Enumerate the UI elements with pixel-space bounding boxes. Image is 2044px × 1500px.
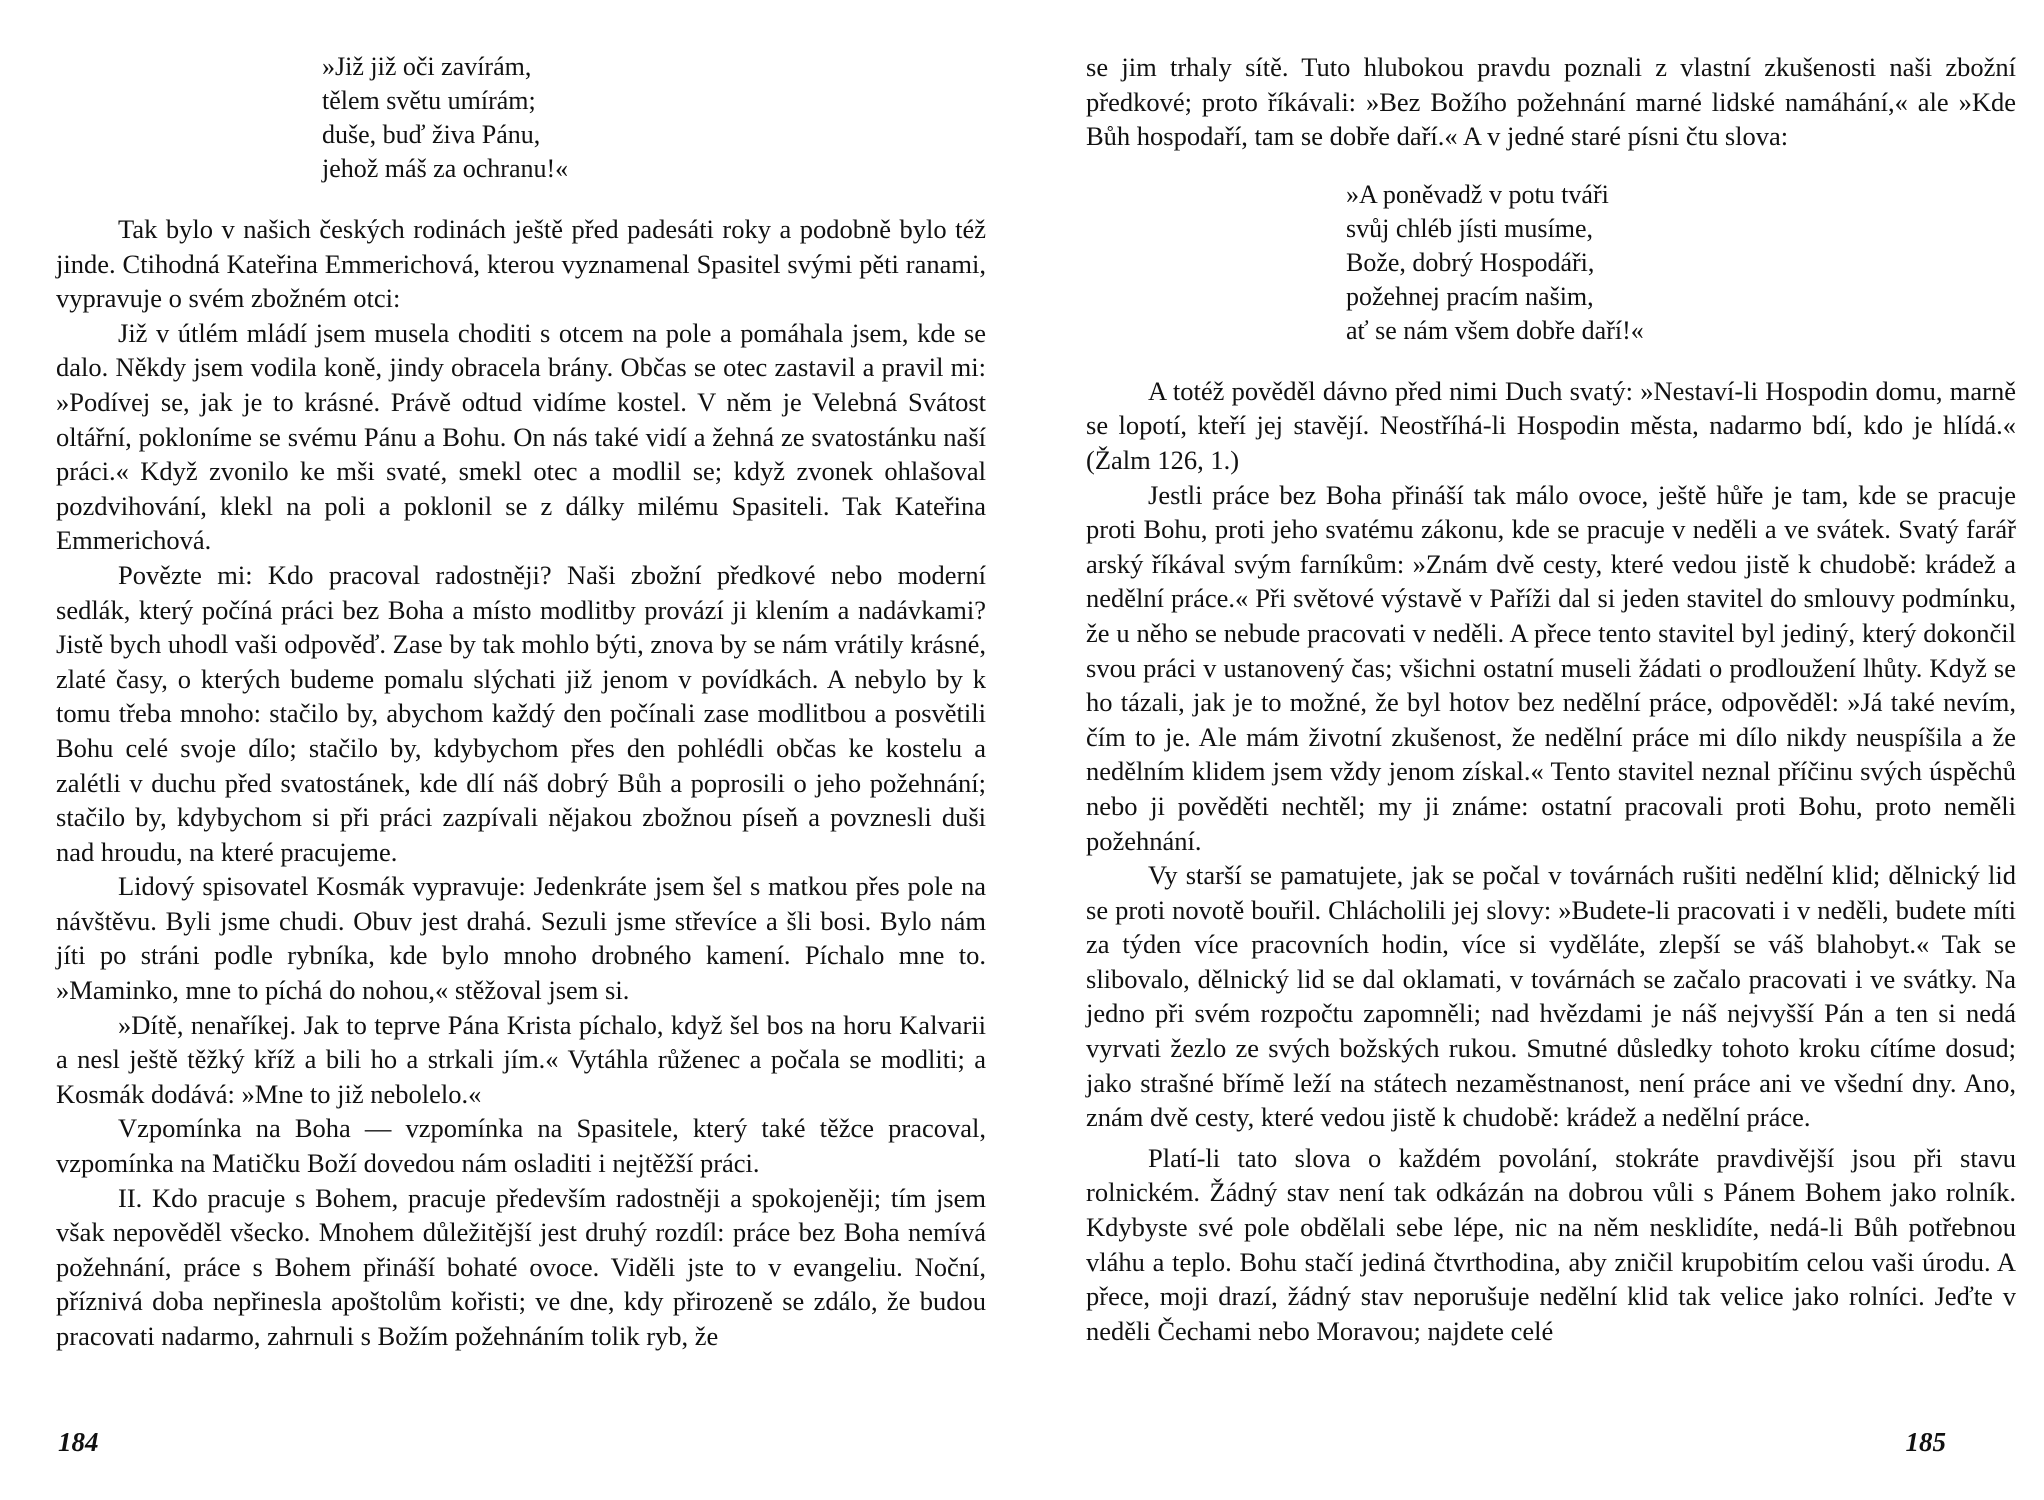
paragraph: II. Kdo pracuje s Bohem, pracuje především radostněji a spokojeněji; tím jsem však nepověděl všecko. Mnohem důležitější jest druhý rozdíl: práce bez Boha nemívá požehnání, práce s Bohem přináší bohaté ovoce. Viděli jste to v evangeliu. Noční, příznivá doba nepřinesla apoštolům kořisti; ve dne, kdy přirozeně se zdálo, že budou pracovati nadarmo, zahrnuli s Božím požehnáním tolik ryb, že [56,1182,986,1351]
paragraph: Již v útlém mládí jsem musela choditi s otcem na pole a pomáhala jsem, kde se dalo. Někdy jsem vodila koně, jindy obracela brány. Občas se otec zastavil a pravil mi: »Podívej se, jak je to krásné. Právě odtud vidíme kostel. V něm je Velebná Svátost oltářní, pokloníme se svému Pánu a Bohu. On nás také vidí a žehná ze svatostánku naší práci.« Když zvonilo ke mši svaté, smekl otec a modlil se; když zvonek ohlašoval pozdvihování, klekl na poli a poklonil se z dálky milému Spasiteli. Tak Kateřina Emmerichová. [56,317,986,556]
poem-line: duše, buď živa Pánu, [322,120,541,149]
paragraph: »Dítě, nenaříkej. Jak to teprve Pána Krista píchalo, když šel bos na horu Kalvarii a nesl ještě těžký kříž a bili ho a strkali jím.« Vytáhla růženec a počala se modliti; a Kosmák dodává: »Mne to již nebolelo.« [56,1009,986,1109]
left-text-column [56,50,986,1354]
poem-line: jehož máš za ochranu!« [322,154,569,183]
poem-line: »A poněvadž v potu tváři [1346,179,1609,209]
right-page [1028,0,2016,1500]
page-number: 185 [1905,1427,1946,1457]
poem-line: svůj chléb jísti musíme, [1346,213,1593,243]
poem-line: tělem světu umírám; [322,86,536,115]
paragraph: Povězte mi: Kdo pracoval radostněji? Naši zbožní předkové nebo moderní sedlák, který počíná práci bez Boha a místo modlitby provází ji klením a nadávkami? Jistě bych uhodl vaši odpověď. Zase by tak mohlo býti, znova by se nám vrátily krásné, zlaté časy, o kterých budeme pomalu slýchati již jenom v povídkách. A nebylo by k tomu třeba mnoho: stačilo by, abychom každý den počínali zase modlitbou a posvětili Bohu celé svoje dílo; stačilo by, kdybychom přes den pohlédli občas ke kostelu a zalétli v duchu před svatostánek, kde dlí náš dobrý Bůh a poprosili o jeho požehnání; stačilo by, kdybychom si při práci zazpívali nějakou zbožnou píseň a povznesli duši nad hroudu, na které pracujeme. [56,559,986,867]
paragraph: Lidový spisovatel Kosmák vypravuje: Jedenkráte jsem šel s matkou přes pole na návštěvu. Byli jsme chudi. Obuv jest drahá. Sezuli jsme střevíce a šli bosi. Bylo nám jíti po stráni podle rybníka, kde bylo mnoho drobného kamení. Píchalo mne to. »Maminko, mne to píchá do nohou,« stěžoval jsem si. [56,871,986,1006]
right-text-column [1086,50,2016,1348]
paragraph: Jestli práce bez Boha přináší tak málo ovoce, ještě hůře je tam, kde se pracuje proti Bohu, proti jeho svatému zákonu, kde se pracuje v neděli a ve svátek. Svatý farář arský říkával svým farníkům: »Znám dvě cesty, které vedou jistě k chudobě: krádež a nedělní práce.« Při světové výstavě v Paříži dal si jeden stavitel do smlouvy podmínku, že u něho se nebude pracovati v neděli. A přece tento stavitel byl jediný, který dokončil svou práci v ustanovený čas; všichni ostatní museli žádati o prodloužení lhůty. Když se ho tázali, jak je to možné, že byl hotov bez nedělní práce, odpověděl: »Já také nevím, čím to je. Ale mám životní zkušenost, že nedělní práce mi dílo nikdy neuspíšila a že nedělním klidem jsem vždy jenom získal.« Tento stavitel neznal příčinu svých úspěchů nebo ji pověděti nechtěl; my ji známe: ostatní pracovali proti Bohu, proto neměli požehnání. [1086,479,2016,856]
paragraph: Vy starší se pamatujete, jak se počal v továrnách rušiti nedělní klid; dělnický lid se proti novotě bouřil. Chlácholili jej slovy: »Budete-li pracovati i v neděli, budete míti za týden více pracovních hodin, více si vyděláte, zlepší se váš blahobyt.« Tak se slibovalo, dělnický lid se dal oklamati, v továrnách se začalo pracovati i ve svátky. Na jedno při svém rozpočtu zapomněli; nad hvězdami je náš nejvyšší Pán a ten si nedá vyrvati žezlo ze svých božských rukou. Smutné důsledky tohoto kroku cítíme dosud; jako strašné břímě leží na státech nezaměstnanost, není práce ani ve všední dny. Ano, znám dvě cesty, které vedou jistě k chudobě: krádež a nedělní práce. [1086,860,2016,1133]
paragraph: Tak bylo v našich českých rodinách ještě před padesáti roky a podobně bylo též jinde. Ctihodná Kateřina Emmerichová, kterou vyznamenal Spasitel svými pěti ranami, vypravuje o svém zbožném otci: [56,214,986,314]
poem-line: Bože, dobrý Hospodáři, [1346,247,1595,277]
paragraph: se jim trhaly sítě. Tuto hlubokou pravdu poznali z vlastní zkušenosti naši zbožní předkové; proto říkávali: »Bez Božího požehnání marné lidské namáhání,« ale »Kde Bůh hospodaří, tam se dobře daří.« A v jedné staré písni čtu slova: [1086,52,2016,152]
poem-line: požehnej pracím našim, [1346,281,1594,311]
left-page [0,0,986,1500]
paragraph: Vzpomínka na Boha — vzpomínka na Spasitele, který také těžce pracoval, vzpomínka na Matičku Boží dovedou nám osladiti i nejtěžší práci. [56,1113,986,1179]
left-poem [56,50,986,186]
poem-line: »Již již oči zavírám, [322,52,532,81]
paragraph: Platí-li tato slova o každém povolání, stokráte pravdivější jsou při stavu rolnickém. Žádný stav není tak odkázán na dobrou vůli s Pánem Bohem jako rolník. Kdybyste své pole obdělali sebe lépe, nic na něm nesklidíte, nedá-li Bůh potřebnou vláhu a teplo. Bohu stačí jediná čtvrthodina, aby zničil krupobitím celou vaši úrodu. A přece, moji drazí, žádný stav neporušuje nedělní klid tak velice jako rolníci. Jeďte v neděli Čechami nebo Moravou; najdete celé [1086,1142,2016,1346]
poem-line: ať se nám všem dobře daří!« [1346,315,1644,345]
right-poem [1086,178,2016,348]
paragraph: A totéž pověděl dávno před nimi Duch svatý: »Nestaví-li Hospodin domu, marně se lopotí, kteří jej stavějí. Neostříhá-li Hospodin města, nadarmo bdí, kdo je hlídá.« (Žalm 126, 1.) [1086,375,2016,475]
page-number: 184 [58,1427,99,1457]
